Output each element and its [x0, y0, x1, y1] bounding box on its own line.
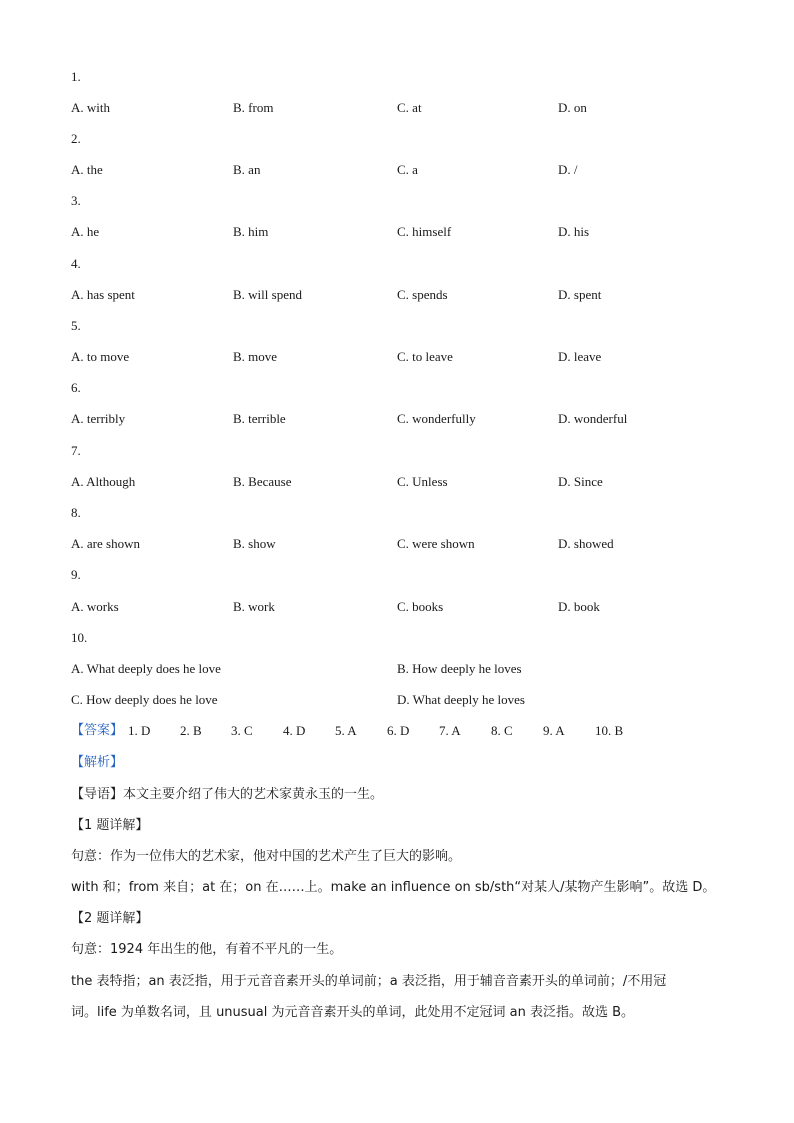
answer-item: 2. B — [180, 723, 202, 738]
option-a: A. the — [71, 162, 103, 177]
question-number: 10. — [71, 630, 88, 645]
question-number: 2. — [71, 131, 81, 146]
answer-item: 8. C — [491, 723, 513, 738]
q1-explanation: with 和；from 来自；at 在；on 在……上。make an influence on sb/sth“对某人/某物产生影响”。故选 D。 — [71, 880, 716, 895]
option-a: A. Although — [71, 474, 136, 489]
option-c: C. books — [397, 599, 444, 614]
option-c: C. were shown — [397, 536, 475, 551]
option-b: B. move — [233, 349, 278, 364]
q2-meaning: 句意：1924 年出生的他，有着不平凡的一生。 — [71, 942, 343, 957]
q2-explanation-line2: 词。life 为单数名词，且 unusual 为元音音素开头的单词，此处用不定冠词 an 表泛指。故选 B。 — [71, 1005, 635, 1020]
answer-item: 5. A — [335, 723, 357, 738]
option-b: B. Because — [233, 474, 292, 489]
answer-item: 10. B — [595, 723, 624, 738]
question-number: 7. — [71, 443, 81, 458]
question-number: 3. — [71, 193, 81, 208]
answer-item: 7. A — [439, 723, 461, 738]
option-c: C. How deeply does he love — [71, 692, 218, 707]
option-d: D. leave — [558, 349, 602, 364]
q1-meaning: 句意：作为一位伟大的艺术家，他对中国的艺术产生了巨大的影响。 — [71, 849, 462, 864]
option-d: D. showed — [558, 536, 614, 551]
answer-tag: 【答案】 — [71, 723, 124, 738]
option-c: C. to leave — [397, 349, 453, 364]
option-d: D. spent — [558, 287, 602, 302]
option-b: B. How deeply he loves — [397, 661, 522, 676]
option-c: C. spends — [397, 287, 448, 302]
option-a: A. has spent — [71, 287, 135, 302]
option-a: A. terribly — [71, 411, 126, 426]
option-a: A. he — [71, 224, 100, 239]
question-number: 6. — [71, 380, 81, 395]
option-d: D. his — [558, 224, 590, 239]
option-d: D. / — [558, 162, 578, 177]
option-c: C. wonderfully — [397, 411, 476, 426]
option-c: C. himself — [397, 224, 452, 239]
analysis-tag: 【解析】 — [71, 755, 124, 770]
q2-explanation-line1: the 表特指；an 表泛指，用于元音音素开头的单词前；a 表泛指，用于辅音音素开头的单词前；/不用冠 — [71, 974, 667, 989]
answer-item: 3. C — [231, 723, 253, 738]
option-a: A. are shown — [71, 536, 140, 551]
answer-item: 9. A — [543, 723, 565, 738]
question-number: 4. — [71, 256, 81, 271]
answer-item: 4. D — [283, 723, 306, 738]
option-b: B. him — [233, 224, 269, 239]
q1-detail-header: 【1 题详解】 — [71, 818, 149, 833]
option-d: D. book — [558, 599, 600, 614]
option-b: B. show — [233, 536, 276, 551]
option-c: C. Unless — [397, 474, 448, 489]
question-number: 9. — [71, 567, 81, 582]
q2-detail-header: 【2 题详解】 — [71, 911, 149, 926]
question-number: 8. — [71, 505, 81, 520]
answer-item: 6. D — [387, 723, 410, 738]
option-b: B. terrible — [233, 411, 286, 426]
answer-item: 1. D — [128, 723, 151, 738]
option-a: A. works — [71, 599, 119, 614]
option-d: D. Since — [558, 474, 603, 489]
option-a: A. What deeply does he love — [71, 661, 221, 676]
analysis-intro: 【导语】本文主要介绍了伟大的艺术家黄永玉的一生。 — [71, 787, 384, 802]
option-b: B. from — [233, 100, 274, 115]
question-number: 1. — [71, 69, 81, 84]
option-d: D. What deeply he loves — [397, 692, 525, 707]
question-number: 5. — [71, 318, 81, 333]
option-a: A. to move — [71, 349, 130, 364]
option-d: D. wonderful — [558, 411, 628, 426]
option-c: C. at — [397, 100, 422, 115]
option-b: B. will spend — [233, 287, 302, 302]
option-d: D. on — [558, 100, 587, 115]
option-a: A. with — [71, 100, 110, 115]
option-b: B. an — [233, 162, 261, 177]
option-c: C. a — [397, 162, 418, 177]
option-b: B. work — [233, 599, 275, 614]
